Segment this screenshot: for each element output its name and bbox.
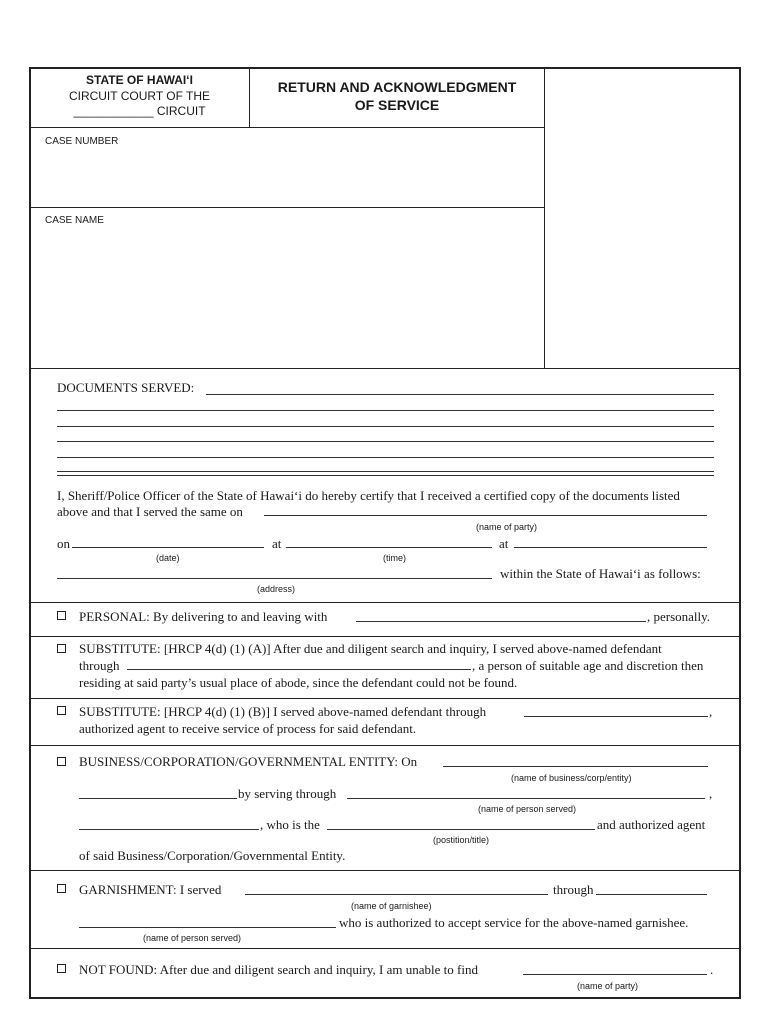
case-name-label: CASE NAME — [45, 215, 104, 226]
form-title-line2: OF SERVICE — [354, 97, 440, 113]
documents-line-6[interactable] — [57, 471, 714, 472]
form-title-line1: RETURN AND ACKNOWLEDGMENT — [277, 79, 517, 95]
not-found-party-field[interactable] — [523, 974, 707, 975]
not-found-party-caption: (name of party) — [577, 981, 639, 991]
business-person-field[interactable] — [347, 798, 705, 799]
address-field[interactable] — [57, 578, 492, 579]
case-number-label: CASE NUMBER — [45, 136, 119, 147]
substitute-b-line2: authorized agent to receive service of process for said defendant. — [79, 721, 417, 736]
not-found-text: NOT FOUND: After due and diligent search and inquiry, I am unable to find — [79, 962, 478, 977]
circuit-heading: ____________ CIRCUIT — [73, 104, 206, 118]
name-of-party-caption: (name of party) — [476, 522, 538, 532]
at-label-1: at — [272, 536, 282, 551]
business-name-field[interactable] — [443, 766, 708, 767]
substitute-a-suitable-age: , a person of suitable age and discretion then — [472, 658, 704, 673]
substitute-a-line3: residing at said party’s usual place of abode, since the defendant could not be found. — [79, 675, 518, 690]
documents-line-3[interactable] — [57, 426, 714, 427]
rule-substitute-a-top — [30, 636, 740, 637]
business-serving-text: by serving through — [238, 786, 337, 801]
business-who-is-text: , who is the — [260, 817, 320, 832]
business-last-line: of said Business/Corporation/Governmental Entity. — [79, 848, 346, 863]
within-state-text: within the State of Hawai‘i as follows: — [500, 566, 701, 581]
business-position-field[interactable] — [327, 829, 595, 830]
personal-checkbox[interactable] — [57, 611, 66, 620]
garnishment-person-caption: (name of person served) — [143, 933, 242, 943]
served-party-field[interactable] — [264, 515, 707, 516]
business-agent-text: and authorized agent — [597, 817, 706, 832]
garnishment-through: through — [553, 882, 594, 897]
personal-suffix: , personally. — [647, 609, 711, 624]
garnishment-through-field[interactable] — [596, 894, 707, 895]
state-heading: STATE OF HAWAI‘I — [86, 73, 193, 87]
garnishment-text: GARNISHMENT: I served — [79, 882, 222, 897]
time-field[interactable] — [286, 547, 492, 548]
documents-line-1[interactable] — [206, 394, 714, 395]
business-name-caption: (name of business/corp/entity) — [511, 773, 632, 783]
time-caption: (time) — [383, 553, 406, 563]
personal-text: PERSONAL: By delivering to and leaving with — [79, 609, 328, 624]
garnishment-checkbox[interactable] — [57, 884, 66, 893]
rule-substitute-b-top — [30, 698, 740, 699]
business-person-caption: (name of person served) — [478, 804, 577, 814]
address-caption: (address) — [257, 584, 296, 594]
documents-line-5[interactable] — [57, 457, 714, 458]
documents-served-label: DOCUMENTS SERVED: — [57, 380, 195, 395]
certify-line1: I, Sheriff/Police Officer of the State of Hawai‘i do hereby certify that I received a certified copy of the documents listed — [57, 488, 680, 503]
garnishment-authorized-text: who is authorized to accept service for the above-named garnishee. — [339, 915, 689, 930]
business-position-caption: (postition/title) — [433, 835, 490, 845]
on-label: on — [57, 536, 70, 551]
date-field[interactable] — [72, 547, 264, 548]
rule-business-top — [30, 745, 740, 746]
business-comma: , — [709, 786, 713, 801]
court-heading: CIRCUIT COURT OF THE — [68, 89, 211, 103]
date-caption: (date) — [156, 553, 180, 563]
case-section-bottom-rule — [30, 368, 740, 369]
substitute-b-comma: , — [709, 704, 713, 719]
business-checkbox[interactable] — [57, 757, 66, 766]
rule-garnishment-top — [30, 870, 740, 871]
rule-not-found-top — [30, 948, 740, 949]
business-who-field[interactable] — [79, 829, 259, 830]
substitute-a-checkbox[interactable] — [57, 644, 66, 653]
not-found-checkbox[interactable] — [57, 964, 66, 973]
business-date-field[interactable] — [79, 798, 237, 799]
substitute-b-agent-field[interactable] — [524, 716, 708, 717]
substitute-b-checkbox[interactable] — [57, 706, 66, 715]
garnishee-caption: (name of garnishee) — [351, 901, 432, 911]
certify-line2: above and that I served the same on — [57, 504, 243, 519]
not-found-period: . — [710, 962, 714, 977]
substitute-b-line1: SUBSTITUTE: [HRCP 4(d) (1) (B)] I served above-named defendant through — [79, 704, 487, 719]
at-label-2: at — [499, 536, 509, 551]
header-bottom-rule — [30, 127, 545, 128]
documents-line-2[interactable] — [57, 410, 714, 411]
documents-line-7[interactable] — [57, 475, 714, 476]
substitute-a-person-field[interactable] — [127, 669, 471, 670]
personal-name-field[interactable] — [356, 621, 646, 622]
substitute-a-line1: SUBSTITUTE: [HRCP 4(d) (1) (A)] After due and diligent search and inquiry, I served above-named defendant — [79, 641, 662, 656]
documents-line-4[interactable] — [57, 441, 714, 442]
location-field[interactable] — [514, 547, 707, 548]
substitute-a-through: through — [79, 658, 120, 673]
case-number-bottom-rule — [30, 207, 545, 208]
header-divider-right — [544, 68, 545, 368]
garnishee-field[interactable] — [245, 894, 548, 895]
business-line1: BUSINESS/CORPORATION/GOVERNMENTAL ENTITY: On — [79, 754, 418, 769]
rule-personal-top — [30, 602, 740, 603]
garnishment-person-field[interactable] — [79, 927, 336, 928]
